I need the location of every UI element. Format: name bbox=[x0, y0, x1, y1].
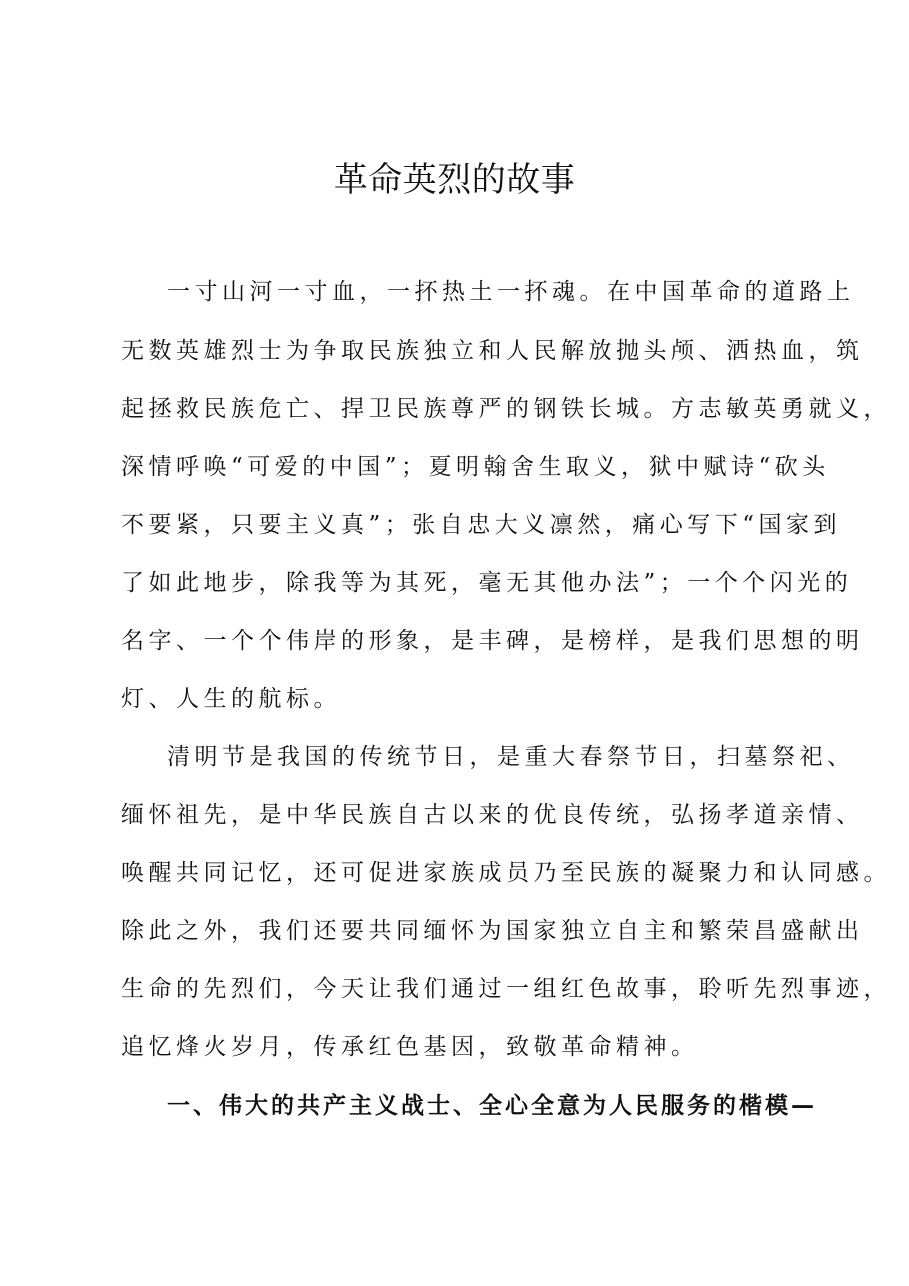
paragraph-2-line-3: 唤醒共同记忆，还可促进家族成员乃至民族的凝聚力和认同感。 bbox=[121, 860, 891, 886]
paragraph-2-line-5: 生命的先烈们，今天让我们通过一组红色故事，聆听先烈事迹， bbox=[121, 976, 891, 1002]
paragraph-2-line-1: 清明节是我国的传统节日，是重大春祭节日，扫墓祭祀、 bbox=[167, 744, 855, 770]
paragraph-2-line-2: 缅怀祖先，是中华民族自古以来的优良传统，弘扬孝道亲情、 bbox=[121, 802, 864, 828]
paragraph-1-line-2: 无数英雄烈士为争取民族独立和人民解放抛头颅、洒热血，筑 bbox=[121, 338, 864, 364]
document-title: 革命英烈的故事 bbox=[333, 160, 576, 200]
paragraph-2-line-4: 除此之外，我们还要共同缅怀为国家独立自主和繁荣昌盛献出 bbox=[121, 918, 864, 944]
paragraph-2-line-6: 追忆烽火岁月，传承红色基因，致敬革命精神。 bbox=[121, 1034, 699, 1060]
paragraph-1-line-5: 不要紧，只要主义真”；张自忠大义凛然，痛心写下“国家到 bbox=[121, 512, 842, 538]
paragraph-1-line-1: 一寸山河一寸血，一抔热土一抔魂。在中国革命的道路上 bbox=[167, 279, 855, 305]
paragraph-1-line-6: 了如此地步，除我等为其死，毫无其他办法”；一个个闪光的 bbox=[121, 570, 853, 596]
paragraph-1-line-7: 名字、一个个伟岸的形象，是丰碑，是榜样，是我们思想的明 bbox=[121, 628, 864, 654]
paragraph-1-line-4: 深情呼唤“可爱的中国”；夏明翰舍生取义，狱中赋诗“砍头 bbox=[121, 454, 830, 480]
section-heading: 一、伟大的共产主义战士、全心全意为人民服务的楷模— bbox=[167, 1093, 817, 1119]
paragraph-1-line-8: 灯、人生的航标。 bbox=[121, 686, 341, 712]
paragraph-1-line-3: 起拯救民族危亡、捍卫民族尊严的钢铁长城。方志敏英勇就义， bbox=[121, 396, 891, 422]
